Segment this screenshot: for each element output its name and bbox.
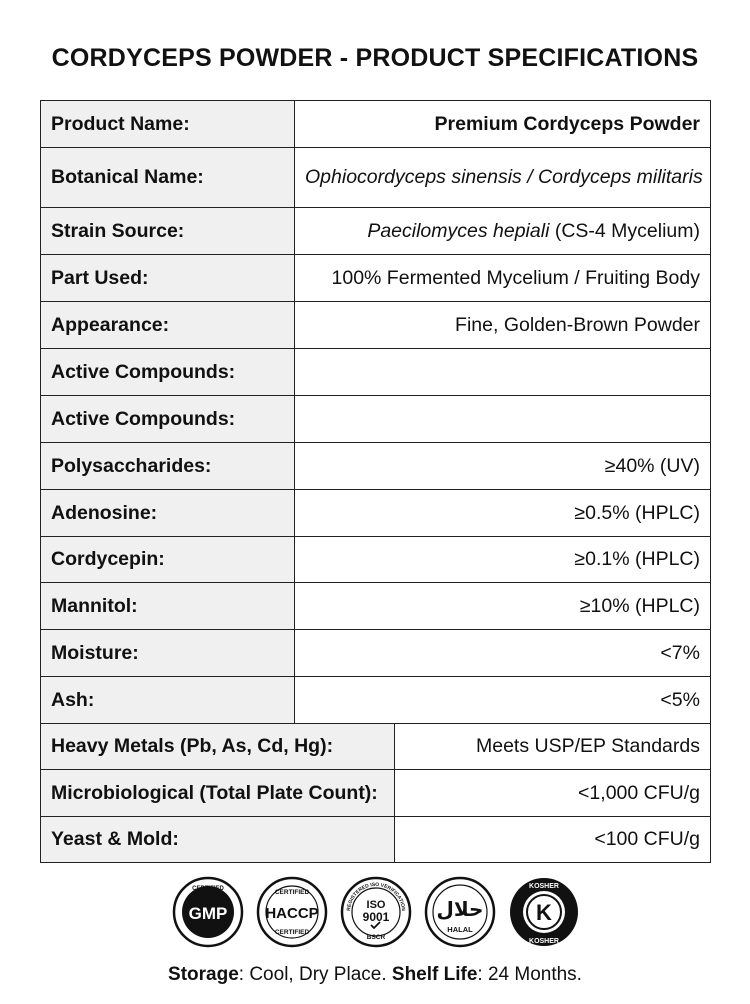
- spec-value-italic: Paecilomyces hepiali: [367, 219, 550, 242]
- haccp-center-text: HACCP: [265, 905, 319, 922]
- spec-value: ≥10% (HPLC): [295, 583, 711, 630]
- spec-value: [295, 208, 711, 255]
- spec-row: [41, 630, 711, 677]
- spec-value: <5%: [295, 677, 711, 724]
- spec-value: <100 CFU/g: [395, 817, 711, 863]
- spec-value: Fine, Golden-Brown Powder: [295, 302, 711, 349]
- spec-row: [41, 101, 711, 148]
- kosher-center-text: K: [536, 900, 552, 925]
- gmp-top-text: CERTIFIED: [192, 886, 224, 892]
- haccp-bottom-text: CERTIFIED: [274, 929, 310, 936]
- spec-label: Moisture:: [41, 630, 295, 677]
- spec-row: [41, 583, 711, 630]
- certification-logos: [0, 876, 750, 956]
- spec-label: Part Used:: [41, 255, 295, 302]
- spec-label: Yeast & Mold:: [41, 817, 395, 863]
- spec-row: [41, 490, 711, 537]
- spec-value: Ophiocordyceps sinensis / Cordyceps militaris: [295, 148, 711, 208]
- spec-row: [41, 770, 711, 817]
- spec-label: Active Compounds:: [41, 396, 295, 443]
- spec-label: Mannitol:: [41, 583, 295, 630]
- haccp-top-text: CERTIFIED: [274, 889, 310, 896]
- spec-value: 100% Fermented Mycelium / Fruiting Body: [295, 255, 711, 302]
- storage-value: : Cool, Dry Place.: [238, 964, 392, 985]
- spec-row: [41, 148, 711, 208]
- spec-value: [295, 396, 711, 443]
- spec-label: Product Name:: [41, 101, 295, 148]
- kosher-top-text: KOSHER: [529, 883, 559, 890]
- spec-row: [41, 724, 711, 770]
- storage-label: Storage: [168, 964, 239, 985]
- iso-center-number: 9001: [362, 910, 390, 924]
- spec-label: Appearance:: [41, 302, 295, 349]
- kosher-bottom-text: KOSHER: [529, 938, 559, 945]
- gmp-center-text: GMP: [188, 904, 228, 923]
- spec-row: [41, 537, 711, 583]
- page-title: CORDYCEPS POWDER - PRODUCT SPECIFICATIONS: [51, 44, 699, 72]
- spec-label: Microbiological (Total Plate Count):: [41, 770, 395, 817]
- spec-value: Meets USP/EP Standards: [395, 724, 711, 770]
- spec-value: Premium Cordyceps Powder: [295, 101, 711, 148]
- iso-bottom-text: BSCR: [366, 934, 386, 941]
- spec-row: [41, 396, 711, 443]
- iso-9001-icon: [340, 876, 412, 948]
- shelf-life-label: Shelf Life: [391, 964, 478, 985]
- storage-footer: [0, 964, 750, 986]
- spec-label: Cordycepin:: [41, 537, 295, 583]
- spec-label: Botanical Name:: [41, 148, 295, 208]
- kosher-icon: [508, 876, 580, 948]
- spec-row: [41, 349, 711, 396]
- spec-label: Adenosine:: [41, 490, 295, 537]
- spec-row: [41, 443, 711, 490]
- spec-value: <1,000 CFU/g: [395, 770, 711, 817]
- haccp-certified-icon: [256, 876, 328, 948]
- spec-value: ≥40% (UV): [295, 443, 711, 490]
- spec-table: [40, 100, 711, 863]
- spec-value: ≥0.1% (HPLC): [295, 537, 711, 583]
- halal-arabic-text: حلال: [436, 897, 484, 921]
- spec-row: [41, 255, 711, 302]
- gmp-certified-icon: [172, 876, 244, 948]
- spec-row: [41, 302, 711, 349]
- spec-value: <7%: [295, 630, 711, 677]
- spec-label: Polysaccharides:: [41, 443, 295, 490]
- spec-label: Active Compounds:: [41, 349, 295, 396]
- iso-ring-text: REGISTERED ISO VERIFICATION: [345, 881, 407, 912]
- spec-label: Strain Source:: [41, 208, 295, 255]
- spec-row: [41, 208, 711, 255]
- spec-row: [41, 677, 711, 724]
- spec-label: Heavy Metals (Pb, As, Cd, Hg):: [41, 724, 395, 770]
- spec-label: Ash:: [41, 677, 295, 724]
- iso-center-top: ISO: [366, 899, 386, 911]
- halal-icon: [424, 876, 496, 948]
- spec-value-rest: (CS-4 Mycelium): [549, 219, 700, 242]
- spec-value: [295, 349, 711, 396]
- shelf-life-value: : 24 Months.: [477, 964, 582, 985]
- spec-value: ≥0.5% (HPLC): [295, 490, 711, 537]
- spec-row: [41, 817, 711, 863]
- halal-bottom-text: HALAL: [447, 925, 473, 934]
